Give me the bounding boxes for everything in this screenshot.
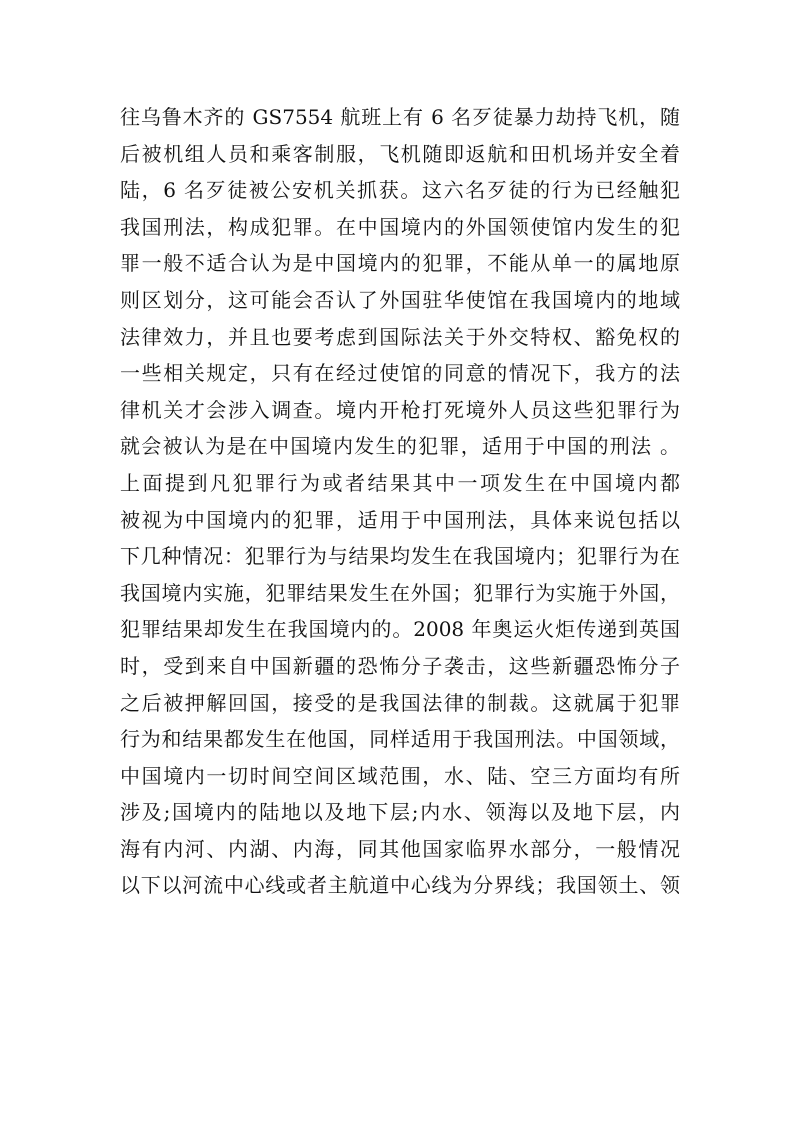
text-line: 行为和结果都发生在他国，同样适用于我国刑法。中国领域， xyxy=(120,727,680,752)
text-line: 下几种情况：犯罪行为与结果均发生在我国境内；犯罪行为在 xyxy=(120,544,680,569)
text-line: 我国境内实施，犯罪结果发生在外国；犯罪行为实施于外国， xyxy=(120,580,680,605)
text-line: 一些相关规定，只有在经过使馆的同意的情况下，我方的法 xyxy=(120,361,680,386)
text-line: 时，受到来自中国新疆的恐怖分子袭击，这些新疆恐怖分子 xyxy=(120,653,680,678)
text-line: 律机关才会涉入调查。境内开枪打死境外人员这些犯罪行为 xyxy=(120,397,680,422)
text-line: 则区划分，这可能会否认了外国驻华使馆在我国境内的地域 xyxy=(120,287,680,312)
body-text xyxy=(120,99,680,904)
text-line: 法律效力，并且也要考虑到国际法关于外交特权、豁免权的 xyxy=(120,324,680,349)
text-line: 中国境内一切时间空间区域范围，水、陆、空三方面均有所 xyxy=(120,763,680,788)
text-line: 海有内河、内湖、内海，同其他国家临界水部分，一般情况 xyxy=(120,836,680,861)
text-line: 上面提到凡犯罪行为或者结果其中一项发生在中国境内都 xyxy=(120,470,680,495)
text-line: 罪一般不适合认为是中国境内的犯罪，不能从单一的属地原 xyxy=(120,251,680,276)
text-line: 我国刑法，构成犯罪。在中国境内的外国领使馆内发生的犯 xyxy=(120,214,680,239)
text-line: 涉及;国境内的陆地以及地下层;内水、领海以及地下层，内 xyxy=(120,800,680,825)
text-line: 往乌鲁木齐的 GS7554 航班上有 6 名歹徒暴力劫持飞机，随 xyxy=(120,105,680,129)
text-line: 被视为中国境内的犯罪，适用于中国刑法，具体来说包括以 xyxy=(120,507,680,532)
text-line: 就会被认为是在中国境内发生的犯罪，适用于中国的刑法 。 xyxy=(120,434,680,459)
text-line: 犯罪结果却发生在我国境内的。2008 年奥运火炬传递到英国 xyxy=(120,617,680,642)
text-line: 后被机组人员和乘客制服，飞机随即返航和田机场并安全着 xyxy=(120,141,680,166)
text-line: 以下以河流中心线或者主航道中心线为分界线；我国领土、领 xyxy=(120,873,680,898)
text-line: 之后被押解回国，接受的是我国法律的制裁。这就属于犯罪 xyxy=(120,690,680,715)
text-line: 陆，6 名歹徒被公安机关抓获。这六名歹徒的行为已经触犯 xyxy=(120,178,680,203)
